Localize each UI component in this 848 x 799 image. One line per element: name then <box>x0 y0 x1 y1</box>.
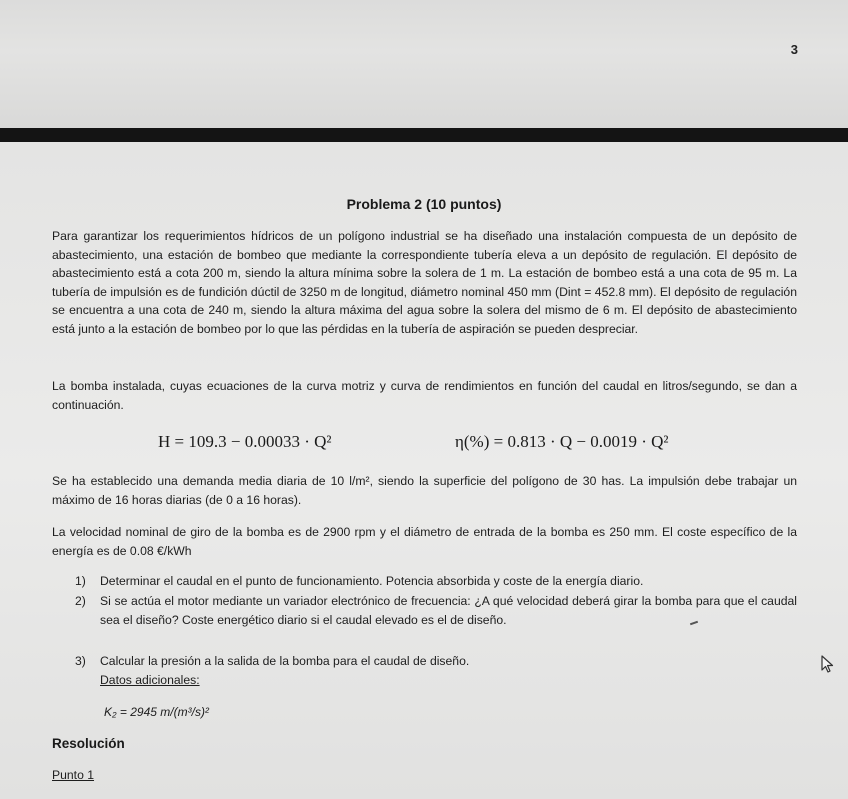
head-curve-formula: H = 109.3 − 0.00033 · Q² <box>158 432 332 451</box>
question-text: Si se actúa el motor mediante un variador electrónico de frecuencia: ¿A qué velocidad deberá girar la bomba para que el caudal sea el diseño? Coste energético diario si el caudal elevado es el de diseño. <box>100 594 797 627</box>
efficiency-curve-formula: η(%) = 0.813 · Q − 0.0019 · Q² <box>455 432 669 451</box>
problem-paragraph-2: La bomba instalada, cuyas ecuaciones de la curva motriz y curva de rendimientos en función del caudal en litros/segundo, se dan a continuación. <box>52 379 797 412</box>
punto-1-label: Punto 1 <box>52 768 95 782</box>
question-number: 3) <box>75 654 86 668</box>
problem-paragraph-4: La velocidad nominal de giro de la bomba es de 2900 rpm y el diámetro de entrada de la bomba es 250 mm. El coste específico de la energía es de 0.08 €/kWh <box>52 525 797 558</box>
question-number: 1) <box>75 574 86 588</box>
question-item <box>75 572 797 591</box>
question-item <box>75 592 797 629</box>
problem-paragraph-1: Para garantizar los requerimientos hídricos de un polígono industrial se ha diseñado una instalación compuesta de un depósito de abastecimiento, una estación de bombeo que mediante la correspondiente tubería eleva a un depósito de regulación. El depósito de abastecimiento está a cota 200 m, siendo la altura mínima sobre la solera de 1 m. La estación de bombeo está a una cota de 95 m. La tubería de impulsión es de fundición dúctil de 3250 m de longitud, diámetro nominal 450 mm (Dint = 452.8 mm). El depósito de regulación se encuentra a una cota de 240 m, siendo la altura máxima del agua sobre la solera del mismo de 6 m. El depósito de abastecimiento está junto a la estación de bombeo por lo que las pérdidas en la tubería de aspiración se pueden despreciar. <box>52 229 797 336</box>
page-number: 3 <box>790 42 798 57</box>
additional-data-heading: Datos adicionales: <box>100 673 200 687</box>
resolution-heading: Resolución <box>52 736 125 751</box>
question-number: 2) <box>75 594 86 608</box>
page-divider <box>0 128 848 142</box>
k2-constant: K₂ = 2945 m/(m³/s)² <box>104 705 209 719</box>
question-item <box>75 652 797 671</box>
problem-paragraph-3: Se ha establecido una demanda media diaria de 10 l/m², siendo la superficie del polígono de 30 has. La impulsión debe trabajar un máximo de 16 horas diarias (de 0 a 16 horas). <box>52 474 797 507</box>
question-text: Calcular la presión a la salida de la bomba para el caudal de diseño. <box>100 654 470 668</box>
question-text: Determinar el caudal en el punto de funcionamiento. Potencia absorbida y coste de la energía diario. <box>100 574 644 588</box>
mouse-cursor-icon <box>820 655 836 675</box>
problem-title: Problema 2 (10 puntos) <box>346 196 502 212</box>
previous-page-area <box>0 0 848 128</box>
